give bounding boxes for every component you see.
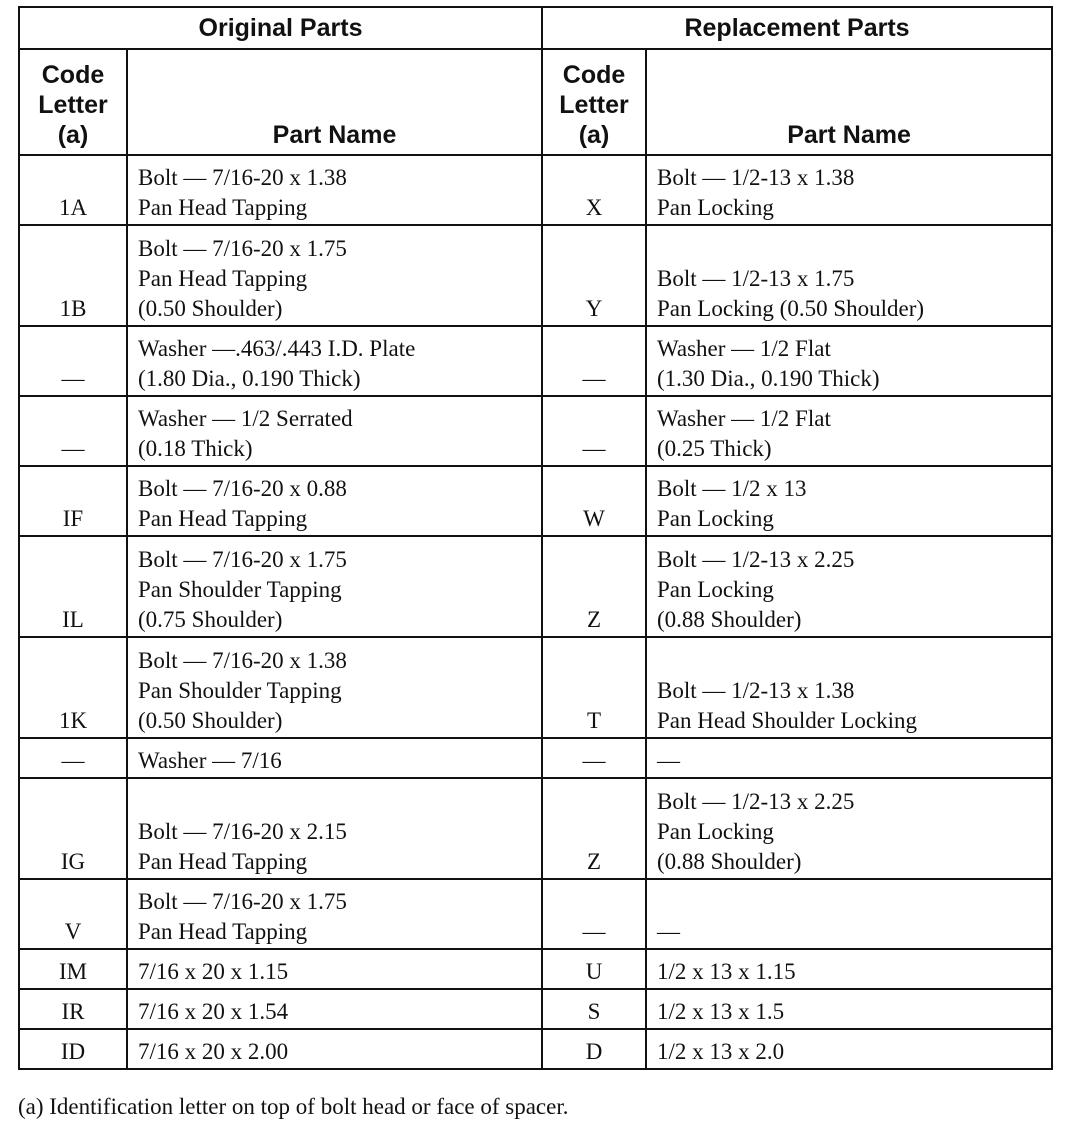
replacement-code-letter: T <box>542 637 646 738</box>
replacement-part-name: Washer — 1/2 Flat (1.30 Dia., 0.190 Thick) <box>646 326 1052 396</box>
original-code-letter: 1A <box>19 155 127 225</box>
table-row <box>19 738 1052 778</box>
column-header-row <box>19 49 1052 155</box>
table-row <box>19 949 1052 989</box>
parts-table-body <box>19 155 1052 1069</box>
replacement-code-letter: U <box>542 949 646 989</box>
parts-table <box>18 6 1053 1070</box>
original-code-letter: V <box>19 879 127 949</box>
table-row <box>19 637 1052 738</box>
replacement-part-name: — <box>646 738 1052 778</box>
original-code-letter: — <box>19 326 127 396</box>
table-row <box>19 778 1052 879</box>
replacement-part-name: Bolt — 1/2-13 x 1.75 Pan Locking (0.50 Shoulder) <box>646 225 1052 326</box>
replacement-code-letter-header: Code Letter (a) <box>542 49 646 155</box>
original-part-name: Bolt — 7/16-20 x 1.75 Pan Head Tapping <box>127 879 542 949</box>
parts-table-container <box>18 6 1051 1070</box>
table-row <box>19 155 1052 225</box>
original-part-name: Bolt — 7/16-20 x 1.75 Pan Shoulder Tapping (0.75 Shoulder) <box>127 536 542 637</box>
original-code-letter: IR <box>19 989 127 1029</box>
replacement-parts-header: Replacement Parts <box>542 7 1052 49</box>
table-row <box>19 989 1052 1029</box>
original-part-name: Bolt — 7/16-20 x 1.75 Pan Head Tapping (0.50 Shoulder) <box>127 225 542 326</box>
original-code-letter: — <box>19 738 127 778</box>
replacement-code-letter: — <box>542 879 646 949</box>
original-part-name: 7/16 x 20 x 1.54 <box>127 989 542 1029</box>
table-row <box>19 225 1052 326</box>
original-part-name: Bolt — 7/16-20 x 1.38 Pan Head Tapping <box>127 155 542 225</box>
footnote: (a) Identification letter on top of bolt head or face of spacer. <box>18 1094 569 1119</box>
replacement-part-name: 1/2 x 13 x 2.0 <box>646 1029 1052 1069</box>
replacement-part-name: Bolt — 1/2 x 13 Pan Locking <box>646 466 1052 536</box>
replacement-code-letter: — <box>542 396 646 466</box>
original-code-letter: 1B <box>19 225 127 326</box>
replacement-code-letter: D <box>542 1029 646 1069</box>
original-part-name: Washer —.463/.443 I.D. Plate (1.80 Dia., 0.190 Thick) <box>127 326 542 396</box>
original-code-letter: IF <box>19 466 127 536</box>
table-row <box>19 466 1052 536</box>
original-part-name: Washer — 1/2 Serrated (0.18 Thick) <box>127 396 542 466</box>
original-code-letter: ID <box>19 1029 127 1069</box>
original-parts-header: Original Parts <box>19 7 542 49</box>
original-part-name: Bolt — 7/16-20 x 1.38 Pan Shoulder Tapping (0.50 Shoulder) <box>127 637 542 738</box>
replacement-part-name: Washer — 1/2 Flat (0.25 Thick) <box>646 396 1052 466</box>
original-code-letter: IG <box>19 778 127 879</box>
table-row <box>19 1029 1052 1069</box>
replacement-part-name: 1/2 x 13 x 1.15 <box>646 949 1052 989</box>
original-part-name: Bolt — 7/16-20 x 0.88 Pan Head Tapping <box>127 466 542 536</box>
table-row <box>19 326 1052 396</box>
original-code-letter-header: Code Letter (a) <box>19 49 127 155</box>
replacement-part-name: 1/2 x 13 x 1.5 <box>646 989 1052 1029</box>
table-row <box>19 536 1052 637</box>
replacement-code-letter: — <box>542 738 646 778</box>
original-part-name: 7/16 x 20 x 1.15 <box>127 949 542 989</box>
original-part-name-header: Part Name <box>127 49 542 155</box>
replacement-part-name-header: Part Name <box>646 49 1052 155</box>
table-row <box>19 879 1052 949</box>
replacement-code-letter: — <box>542 326 646 396</box>
original-part-name: Washer — 7/16 <box>127 738 542 778</box>
table-row <box>19 396 1052 466</box>
original-code-letter: 1K <box>19 637 127 738</box>
replacement-part-name: Bolt — 1/2-13 x 1.38 Pan Head Shoulder Locking <box>646 637 1052 738</box>
replacement-part-name: Bolt — 1/2-13 x 1.38 Pan Locking <box>646 155 1052 225</box>
replacement-code-letter: Z <box>542 536 646 637</box>
group-header-row <box>19 7 1052 49</box>
original-code-letter: IL <box>19 536 127 637</box>
replacement-code-letter: X <box>542 155 646 225</box>
original-part-name: 7/16 x 20 x 2.00 <box>127 1029 542 1069</box>
original-part-name: Bolt — 7/16-20 x 2.15 Pan Head Tapping <box>127 778 542 879</box>
replacement-part-name: Bolt — 1/2-13 x 2.25 Pan Locking (0.88 Shoulder) <box>646 778 1052 879</box>
original-code-letter: — <box>19 396 127 466</box>
replacement-part-name: Bolt — 1/2-13 x 2.25 Pan Locking (0.88 Shoulder) <box>646 536 1052 637</box>
replacement-code-letter: W <box>542 466 646 536</box>
replacement-part-name: — <box>646 879 1052 949</box>
original-code-letter: IM <box>19 949 127 989</box>
replacement-code-letter: Z <box>542 778 646 879</box>
replacement-code-letter: Y <box>542 225 646 326</box>
replacement-code-letter: S <box>542 989 646 1029</box>
